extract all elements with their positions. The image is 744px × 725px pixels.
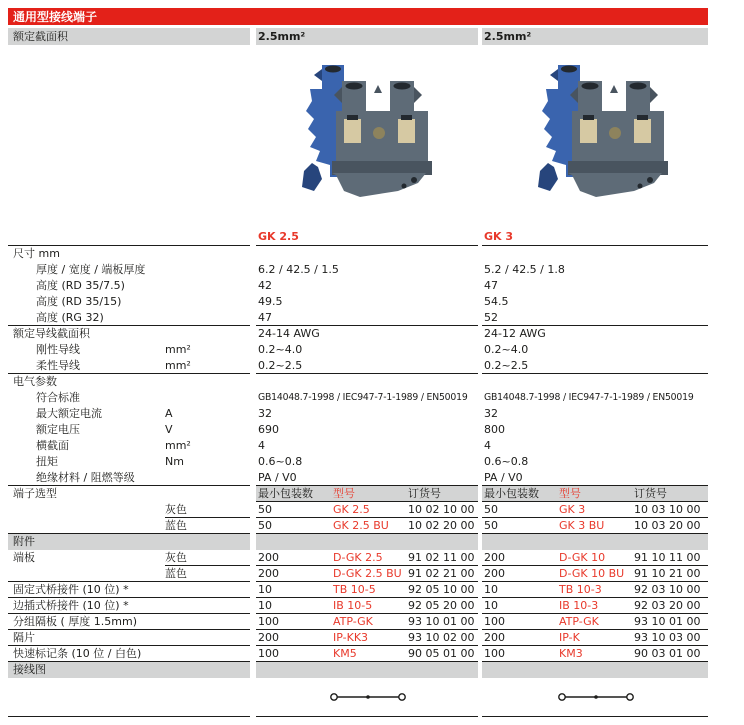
value-col1: 32: [258, 407, 272, 420]
order-cell: 91 10 21 00: [634, 567, 701, 580]
row-label: 符合标准: [36, 391, 80, 404]
spec-row: [8, 294, 708, 310]
section-label: 额定导线截面积: [13, 327, 90, 340]
model-header: 型号: [559, 487, 581, 500]
spec-row: [8, 390, 708, 406]
order-cell: 92 03 20 00: [634, 599, 701, 612]
qty-cell: 200: [484, 551, 505, 564]
value-col2: 52: [482, 310, 708, 326]
model-cell: ATP-GK: [559, 615, 599, 628]
section-label: 端子选型: [13, 487, 57, 500]
spec-row: [8, 342, 708, 358]
qty-cell: 200: [484, 631, 505, 644]
accessory-cells-col2: [482, 630, 708, 646]
rated-value-col1: 2.5mm²: [256, 28, 478, 45]
accessory-cells-col1: [256, 550, 478, 566]
order-header: 订货号: [408, 487, 441, 500]
rated-cross-section-row: [8, 28, 708, 45]
terminal-block-illustration: [522, 59, 687, 211]
color-label: 灰色: [165, 502, 250, 518]
row-label: 绝缘材料 / 阻燃等级: [36, 471, 135, 484]
qty-cell: 10: [258, 599, 272, 612]
order-cell: 91 10 11 00: [634, 551, 701, 564]
qty-cell: 100: [258, 647, 279, 660]
qty-header: 最小包装数: [258, 487, 313, 500]
unit-label: A: [165, 407, 173, 420]
row-label: 扭矩: [36, 455, 58, 468]
row-label: 分组隔板 ( 厚度 1.5mm): [13, 615, 137, 628]
model-cell: TB 10-5: [333, 583, 376, 596]
value-col1: 4: [258, 439, 265, 452]
model-cell: GK 3 BU: [559, 519, 605, 532]
product-images-area: [8, 45, 708, 225]
gray-terminal-block: [332, 81, 432, 197]
value-col2: 4: [484, 439, 491, 452]
qty-cell: 200: [258, 631, 279, 644]
selection-cells-col1: [256, 502, 478, 518]
accessory-cells-col2: [482, 550, 708, 566]
value-col2: PA / V0: [482, 470, 708, 486]
value-col1: 42: [258, 279, 272, 292]
order-cell: 10 02 10 00: [408, 503, 475, 516]
unit-label: Nm: [165, 455, 184, 468]
terminal-block-illustration: [286, 59, 451, 211]
model-cell: GK 2.5 BU: [333, 519, 389, 532]
spec-row: [8, 406, 708, 422]
value-col2: 0.6~0.8: [484, 455, 529, 468]
model-cell: IB 10-3: [559, 599, 599, 612]
selection-col-headers-col1: [256, 486, 478, 502]
product-image-gk2-5: [286, 59, 451, 211]
row-label: 端板: [13, 551, 35, 564]
model-cell: D-GK 2.5 BU: [333, 567, 402, 580]
selection-row: [8, 518, 708, 534]
row-label: 固定式桥接件 (10 位) *: [13, 583, 129, 596]
accessory-row: [8, 630, 708, 646]
section-label: 尺寸 mm: [13, 247, 60, 260]
model-cell: D-GK 2.5: [333, 551, 383, 564]
order-cell: 91 02 11 00: [408, 551, 475, 564]
accessory-row: [8, 550, 708, 566]
qty-cell: 10: [258, 583, 272, 596]
section-header-wire-range: [8, 326, 708, 342]
model-cell: IP-KK3: [333, 631, 369, 644]
section-label: 接线图: [13, 663, 46, 676]
wiring-diagram-icon: [329, 691, 407, 703]
model-cell: ATP-GK: [333, 615, 373, 628]
accessory-cells-col2: [482, 598, 708, 614]
page-title: 通用型接线端子: [13, 10, 98, 24]
value-col2: 800: [484, 423, 505, 436]
spec-row: [8, 278, 708, 294]
spec-row: [8, 438, 708, 454]
selection-cells-col2: [482, 518, 708, 534]
order-cell: 92 03 10 00: [634, 583, 701, 596]
unit-label: mm²: [165, 343, 191, 356]
order-header: 订货号: [634, 487, 667, 500]
wiring-diagram-icon: [557, 691, 635, 703]
accessory-row: [8, 582, 708, 598]
row-label: 厚度 / 宽度 / 端板厚度: [36, 263, 146, 276]
color-label: 蓝色: [165, 519, 187, 532]
accessory-cells-col1: [256, 630, 478, 646]
spec-row: [8, 422, 708, 438]
qty-cell: 100: [484, 615, 505, 628]
product-name-col1: GK 2.5: [256, 225, 478, 246]
model-header: 型号: [333, 487, 355, 500]
selection-col-headers-col2: [482, 486, 708, 502]
value-col2: 54.5: [484, 295, 509, 308]
model-cell: D-GK 10 BU: [559, 567, 625, 580]
order-cell: 10 03 20 00: [634, 519, 701, 532]
unit-label: V: [165, 423, 173, 436]
spec-row: [8, 454, 708, 470]
row-label: 隔片: [13, 631, 35, 644]
row-label: 高度 (RD 35/7.5): [36, 279, 125, 292]
accessory-cells-col1: [256, 582, 478, 598]
qty-cell: 100: [484, 647, 505, 660]
value-col1: 6.2 / 42.5 / 1.5: [258, 263, 339, 276]
accessory-cells-col2: [482, 582, 708, 598]
rated-value-col2: 2.5mm²: [482, 28, 708, 45]
selection-cells-col2: [482, 502, 708, 518]
order-cell: 90 03 01 00: [634, 647, 701, 660]
section-header-wiring: [8, 662, 708, 678]
model-cell: GK 3: [559, 503, 586, 516]
qty-header: 最小包装数: [484, 487, 539, 500]
accessory-cells-col1: [256, 614, 478, 630]
model-cell: KM3: [559, 647, 583, 660]
order-cell: 92 05 20 00: [408, 599, 475, 612]
accessory-row: [8, 614, 708, 630]
value-col2: 24-12 AWG: [484, 327, 546, 340]
color-label: 蓝色: [165, 567, 187, 580]
model-cell: D-GK 10: [559, 551, 606, 564]
value-col1: GB14048.7-1998 / IEC947-7-1-1989 / EN50019: [258, 392, 468, 403]
accessory-cells-col1: [256, 598, 478, 614]
qty-cell: 100: [258, 615, 279, 628]
order-cell: 93 10 02 00: [408, 631, 475, 644]
wiring-diagram-col2: [482, 678, 708, 717]
product-image-gk3: [522, 59, 687, 211]
row-label: 横截面: [36, 439, 69, 452]
model-cell: IP-K: [559, 631, 580, 644]
accessory-cells-col2: [482, 646, 708, 662]
row-label: 高度 (RD 35/15): [36, 295, 122, 308]
value-col1: 49.5: [258, 295, 283, 308]
row-label: 最大额定电流: [36, 407, 102, 420]
qty-cell: 50: [258, 503, 272, 516]
value-col2: 5.2 / 42.5 / 1.8: [484, 263, 565, 276]
spec-row: [8, 262, 708, 278]
order-cell: 10 03 10 00: [634, 503, 701, 516]
model-cell: GK 2.5: [333, 503, 370, 516]
qty-cell: 10: [484, 599, 498, 612]
section-header-electrical: [8, 374, 708, 390]
color-label: 灰色: [165, 550, 250, 566]
accessory-row: [8, 598, 708, 614]
value-col1: 47: [256, 310, 478, 326]
qty-cell: 10: [484, 583, 498, 596]
model-cell: TB 10-3: [559, 583, 602, 596]
spec-row: [8, 358, 708, 374]
rated-cross-section-label: 额定截面积: [13, 30, 68, 43]
value-col1: 690: [258, 423, 279, 436]
accessory-row: [8, 646, 708, 662]
accessory-cells-col2: [482, 566, 708, 582]
row-label: 柔性导线: [36, 359, 80, 372]
value-col2: 47: [484, 279, 498, 292]
order-cell: 93 10 01 00: [408, 615, 475, 628]
row-label: 刚性导线: [36, 343, 80, 356]
value-col2: 32: [484, 407, 498, 420]
order-cell: 93 10 01 00: [634, 615, 701, 628]
qty-cell: 50: [258, 519, 272, 532]
gray-terminal-block: [568, 81, 668, 197]
row-label: 高度 (RG 32): [36, 311, 104, 324]
value-col2: GB14048.7-1998 / IEC947-7-1-1989 / EN50019: [484, 392, 694, 403]
section-header-accessories: [8, 534, 708, 550]
order-cell: 92 05 10 00: [408, 583, 475, 596]
spec-row: [8, 470, 708, 486]
selection-row: [8, 502, 708, 518]
value-col1: PA / V0: [256, 470, 478, 486]
value-col2: 0.2~4.0: [484, 343, 529, 356]
unit-label: mm²: [165, 359, 191, 372]
model-cell: KM5: [333, 647, 357, 660]
section-label: 电气参数: [13, 375, 57, 388]
unit-label: mm²: [165, 439, 191, 452]
section-label: 附件: [13, 535, 35, 548]
qty-cell: 50: [484, 503, 498, 516]
row-label: 边插式桥接件 (10 位) *: [13, 599, 129, 612]
product-header-row: [8, 225, 708, 246]
section-header-selection: [8, 486, 708, 502]
value-col1: 0.2~4.0: [258, 343, 303, 356]
accessory-cells-col2: [482, 614, 708, 630]
model-cell: IB 10-5: [333, 599, 373, 612]
accessory-row: [8, 566, 708, 582]
wiring-diagram-col1: [256, 678, 478, 717]
section-title-bar: [8, 8, 708, 25]
order-cell: 90 05 01 00: [408, 647, 475, 660]
rated-cross-section-label-cell: [8, 28, 250, 45]
spec-row: [8, 310, 708, 326]
order-cell: 93 10 03 00: [634, 631, 701, 644]
value-col1: 0.6~0.8: [258, 455, 303, 468]
section-header-dimensions: [8, 246, 708, 262]
row-label: 快速标记条 (10 位 / 白色): [13, 647, 142, 660]
wiring-diagram-row: [8, 678, 708, 717]
value-col2: 0.2~2.5: [482, 358, 708, 374]
selection-cells-col1: [256, 518, 478, 534]
order-cell: 91 02 21 00: [408, 567, 475, 580]
qty-cell: 200: [258, 551, 279, 564]
qty-cell: 200: [258, 567, 279, 580]
accessory-cells-col1: [256, 646, 478, 662]
product-name-col2: GK 3: [482, 225, 708, 246]
qty-cell: 50: [484, 519, 498, 532]
qty-cell: 200: [484, 567, 505, 580]
order-cell: 10 02 20 00: [408, 519, 475, 532]
row-label: 额定电压: [36, 423, 80, 436]
value-col1: 24-14 AWG: [258, 327, 320, 340]
accessory-cells-col1: [256, 566, 478, 582]
value-col1: 0.2~2.5: [256, 358, 478, 374]
